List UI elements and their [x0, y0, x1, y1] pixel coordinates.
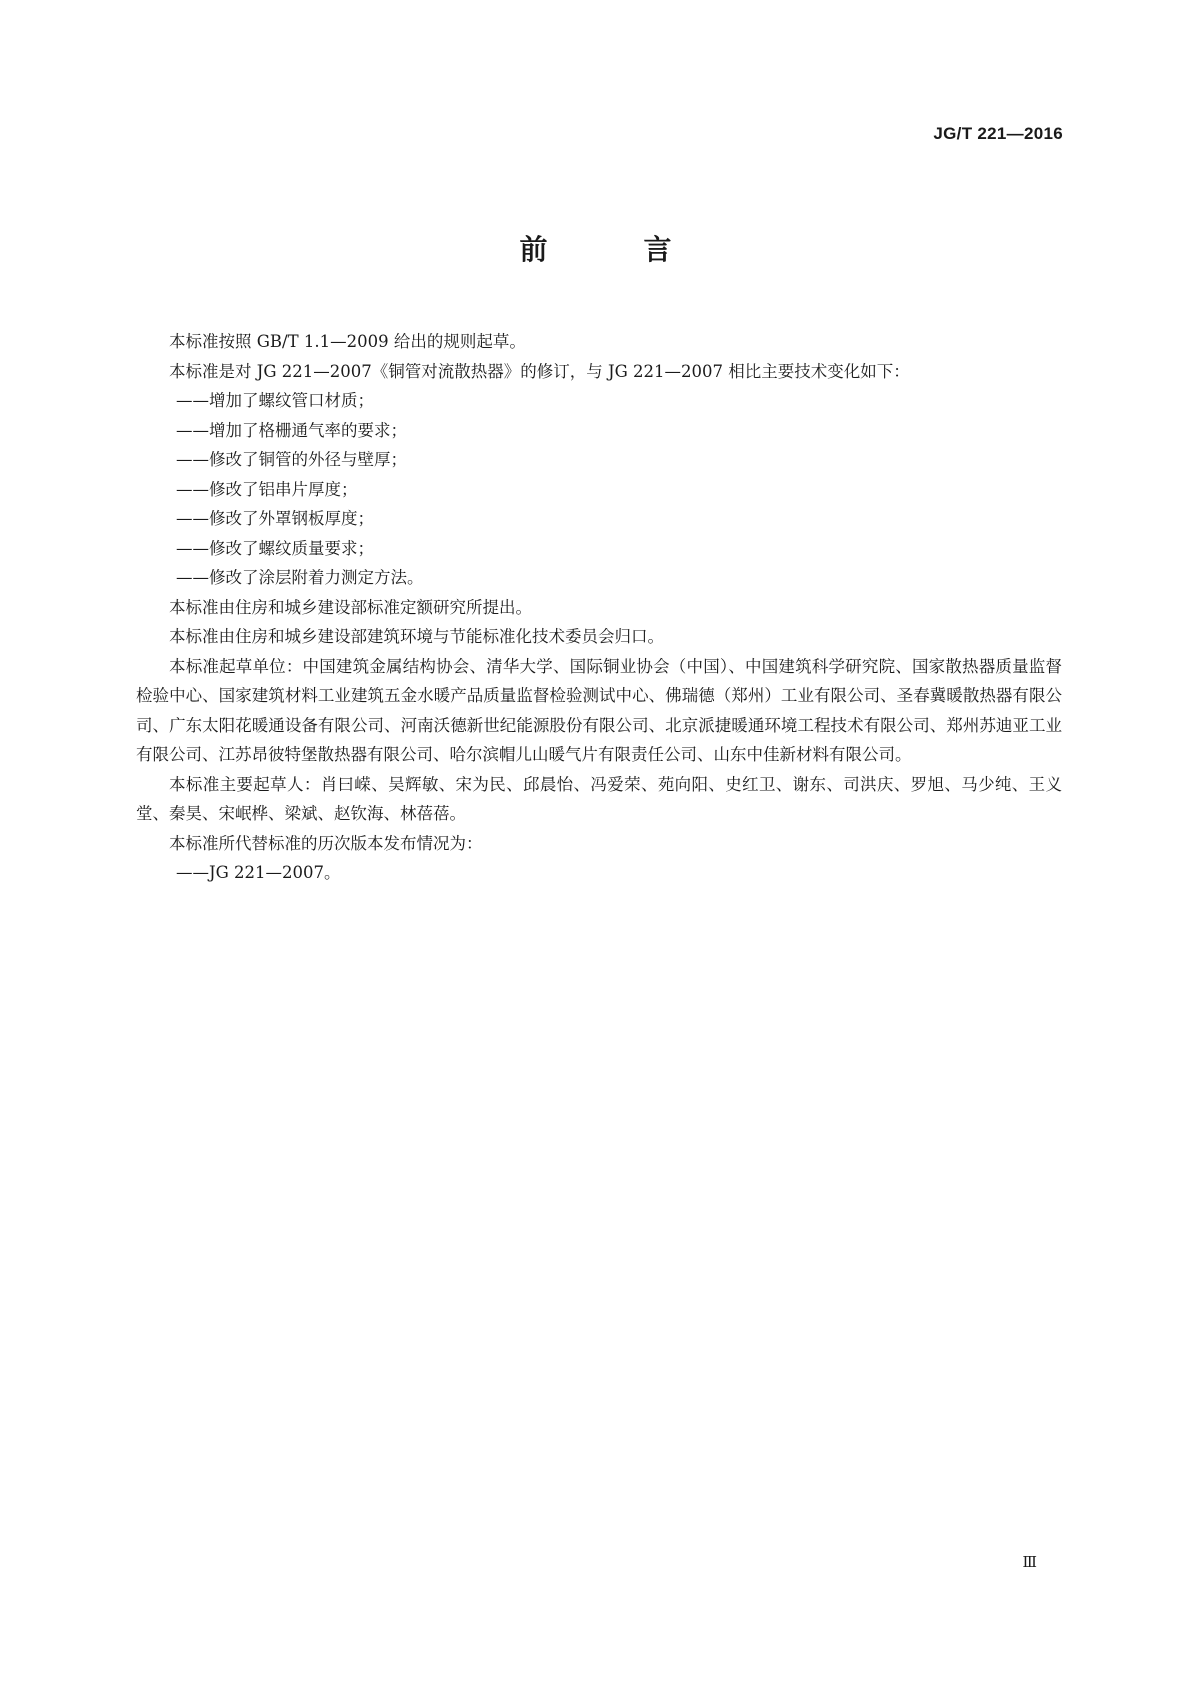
change-item: ——修改了涂层附着力测定方法。 [176, 568, 424, 587]
change-item: ——修改了铜管的外径与壁厚； [176, 450, 407, 469]
foreword-body [136, 327, 1062, 888]
change-item: ——修改了铝串片厚度； [176, 479, 358, 499]
page-title: 前 言 [519, 233, 706, 266]
drafters-paragraph: 本标准主要起草人：肖曰嵘、吴辉敏、宋为民、邱晨怡、冯爱荣、苑向阳、史红卫、谢东、司洪庆、罗旭、马少纯、王义堂、秦昊、宋岷桦、梁斌、赵钦海、林蓓蓓。 [136, 774, 1062, 823]
drafting-units-paragraph: 本标准起草单位：中国建筑金属结构协会、清华大学、国际铜业协会（中国）、中国建筑科学研究院、国家散热器质量监督检验中心、国家建筑材料工业建筑五金水暖产品质量监督检验测试中心、佛瑞德（郑州）工业有限公司、圣春冀暖散热器有限公司、广东太阳花暖通设备有限公司、河南沃德新世纪能源股份有限公司、北京派捷暖通环境工程技术有限公司、郑州苏迪亚工业有限公司、江苏昂彼特堡散热器有限公司、哈尔滨帽儿山暖气片有限责任公司、山东中佳新材料有限公司。 [136, 656, 1062, 764]
standard-code: JG/T 221—2016 [933, 124, 1063, 143]
change-item: ——增加了格栅通气率的要求； [176, 420, 407, 440]
change-item: ——修改了螺纹质量要求； [176, 538, 374, 558]
drafting-rule-paragraph: 本标准按照 GB/T 1.1—2009 给出的规则起草。 [169, 332, 526, 351]
revision-note-paragraph: 本标准是对 JG 221—2007《铜管对流散热器》的修订，与 JG 221—2007 相比主要技术变化如下： [169, 361, 910, 381]
history-intro-paragraph: 本标准所代替标准的历次版本发布情况为： [169, 833, 483, 853]
proposer-paragraph: 本标准由住房和城乡建设部标准定额研究所提出。 [169, 597, 532, 617]
committee-paragraph: 本标准由住房和城乡建设部建筑环境与节能标准化技术委员会归口。 [169, 627, 664, 646]
history-version-item: ——JG 221—2007。 [176, 863, 341, 882]
page-number: Ⅲ [1022, 1555, 1037, 1571]
changes-list [136, 386, 1062, 593]
change-item: ——增加了螺纹管口材质； [176, 391, 374, 410]
change-item: ——修改了外罩钢板厚度； [176, 509, 374, 528]
